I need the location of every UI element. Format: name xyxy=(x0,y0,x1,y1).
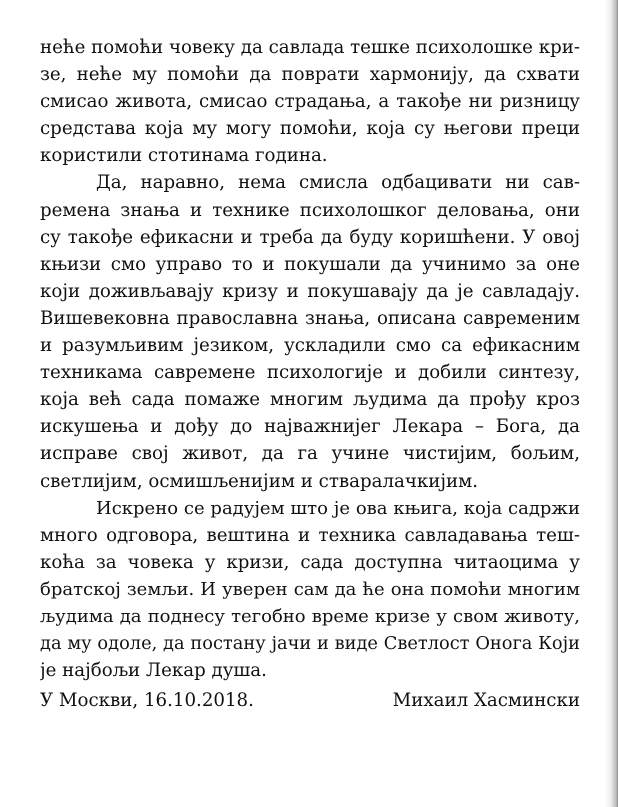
body-text xyxy=(40,34,580,684)
text-line: да му одоле, да постану јачи и виде Светлост Онога Који xyxy=(40,633,580,655)
text-line: која већ сада помаже многим људима да прођу кроз xyxy=(40,389,580,411)
text-line: много одговора, вештина и техника савладавања теш- xyxy=(40,524,580,546)
signature-row xyxy=(40,687,580,714)
text-line: Да, наравно, нема смисла одбацивати ни сав- xyxy=(96,172,580,194)
paragraph-1 xyxy=(40,34,580,169)
page-edge-shadow xyxy=(604,0,618,807)
text-line: Вишевековна православна знања, описана савременим xyxy=(40,307,580,329)
text-line: књизи смо управо то и покушали да учинимо за оне xyxy=(40,253,580,275)
place-date: У Москви, 16.10.2018. xyxy=(40,690,254,711)
paragraph-3 xyxy=(40,495,580,685)
text-line: братској земљи. И уверен сам да ће она помоћи многим xyxy=(40,578,580,600)
text-line: искушења и дођу до најважнијег Лекара – Бога, да xyxy=(40,416,580,438)
author-name: Михаил Хасмински xyxy=(392,690,580,711)
text-line: користили стотинама година. xyxy=(40,145,328,167)
text-line: је најбољи Лекар душа. xyxy=(40,660,267,682)
text-line: средстава која му могу помоћи, која су његови преци xyxy=(40,118,580,140)
text-line: су такође ефикасни и треба да буду коришћени. У овој xyxy=(40,226,580,248)
text-line: људима да поднесу тегобно време кризе у свом животу, xyxy=(40,605,580,627)
text-line: коћа за човека у кризи, сада доступна читаоцима у xyxy=(40,551,580,573)
text-line: и разумљивим језиком, ускладили смо са ефикасним xyxy=(40,335,580,357)
text-line: смисао живота, смисао страдања, а такође ни ризницу xyxy=(40,91,580,113)
text-line: ремена знања и технике психолошког деловања, они xyxy=(40,199,580,221)
text-line: који доживљавају кризу и покушавају да је савладају. xyxy=(40,280,580,302)
text-line: исправе свој живот, да га учине чистијим, бољим, xyxy=(40,443,580,465)
text-line: Искрено се радујем што је ова књига, која садржи xyxy=(96,497,580,519)
text-line: техникама савремене психологије и добили синтезу, xyxy=(40,362,580,384)
text-line: неће помоћи човеку да савлада тешке психолошке кри- xyxy=(40,37,580,58)
text-line: светлијим, осмишљенијим и стваралачкијим. xyxy=(40,470,479,492)
text-line: зе, неће му помоћи да поврати хармонију, да схвати xyxy=(40,64,580,86)
paragraph-2 xyxy=(40,169,580,494)
